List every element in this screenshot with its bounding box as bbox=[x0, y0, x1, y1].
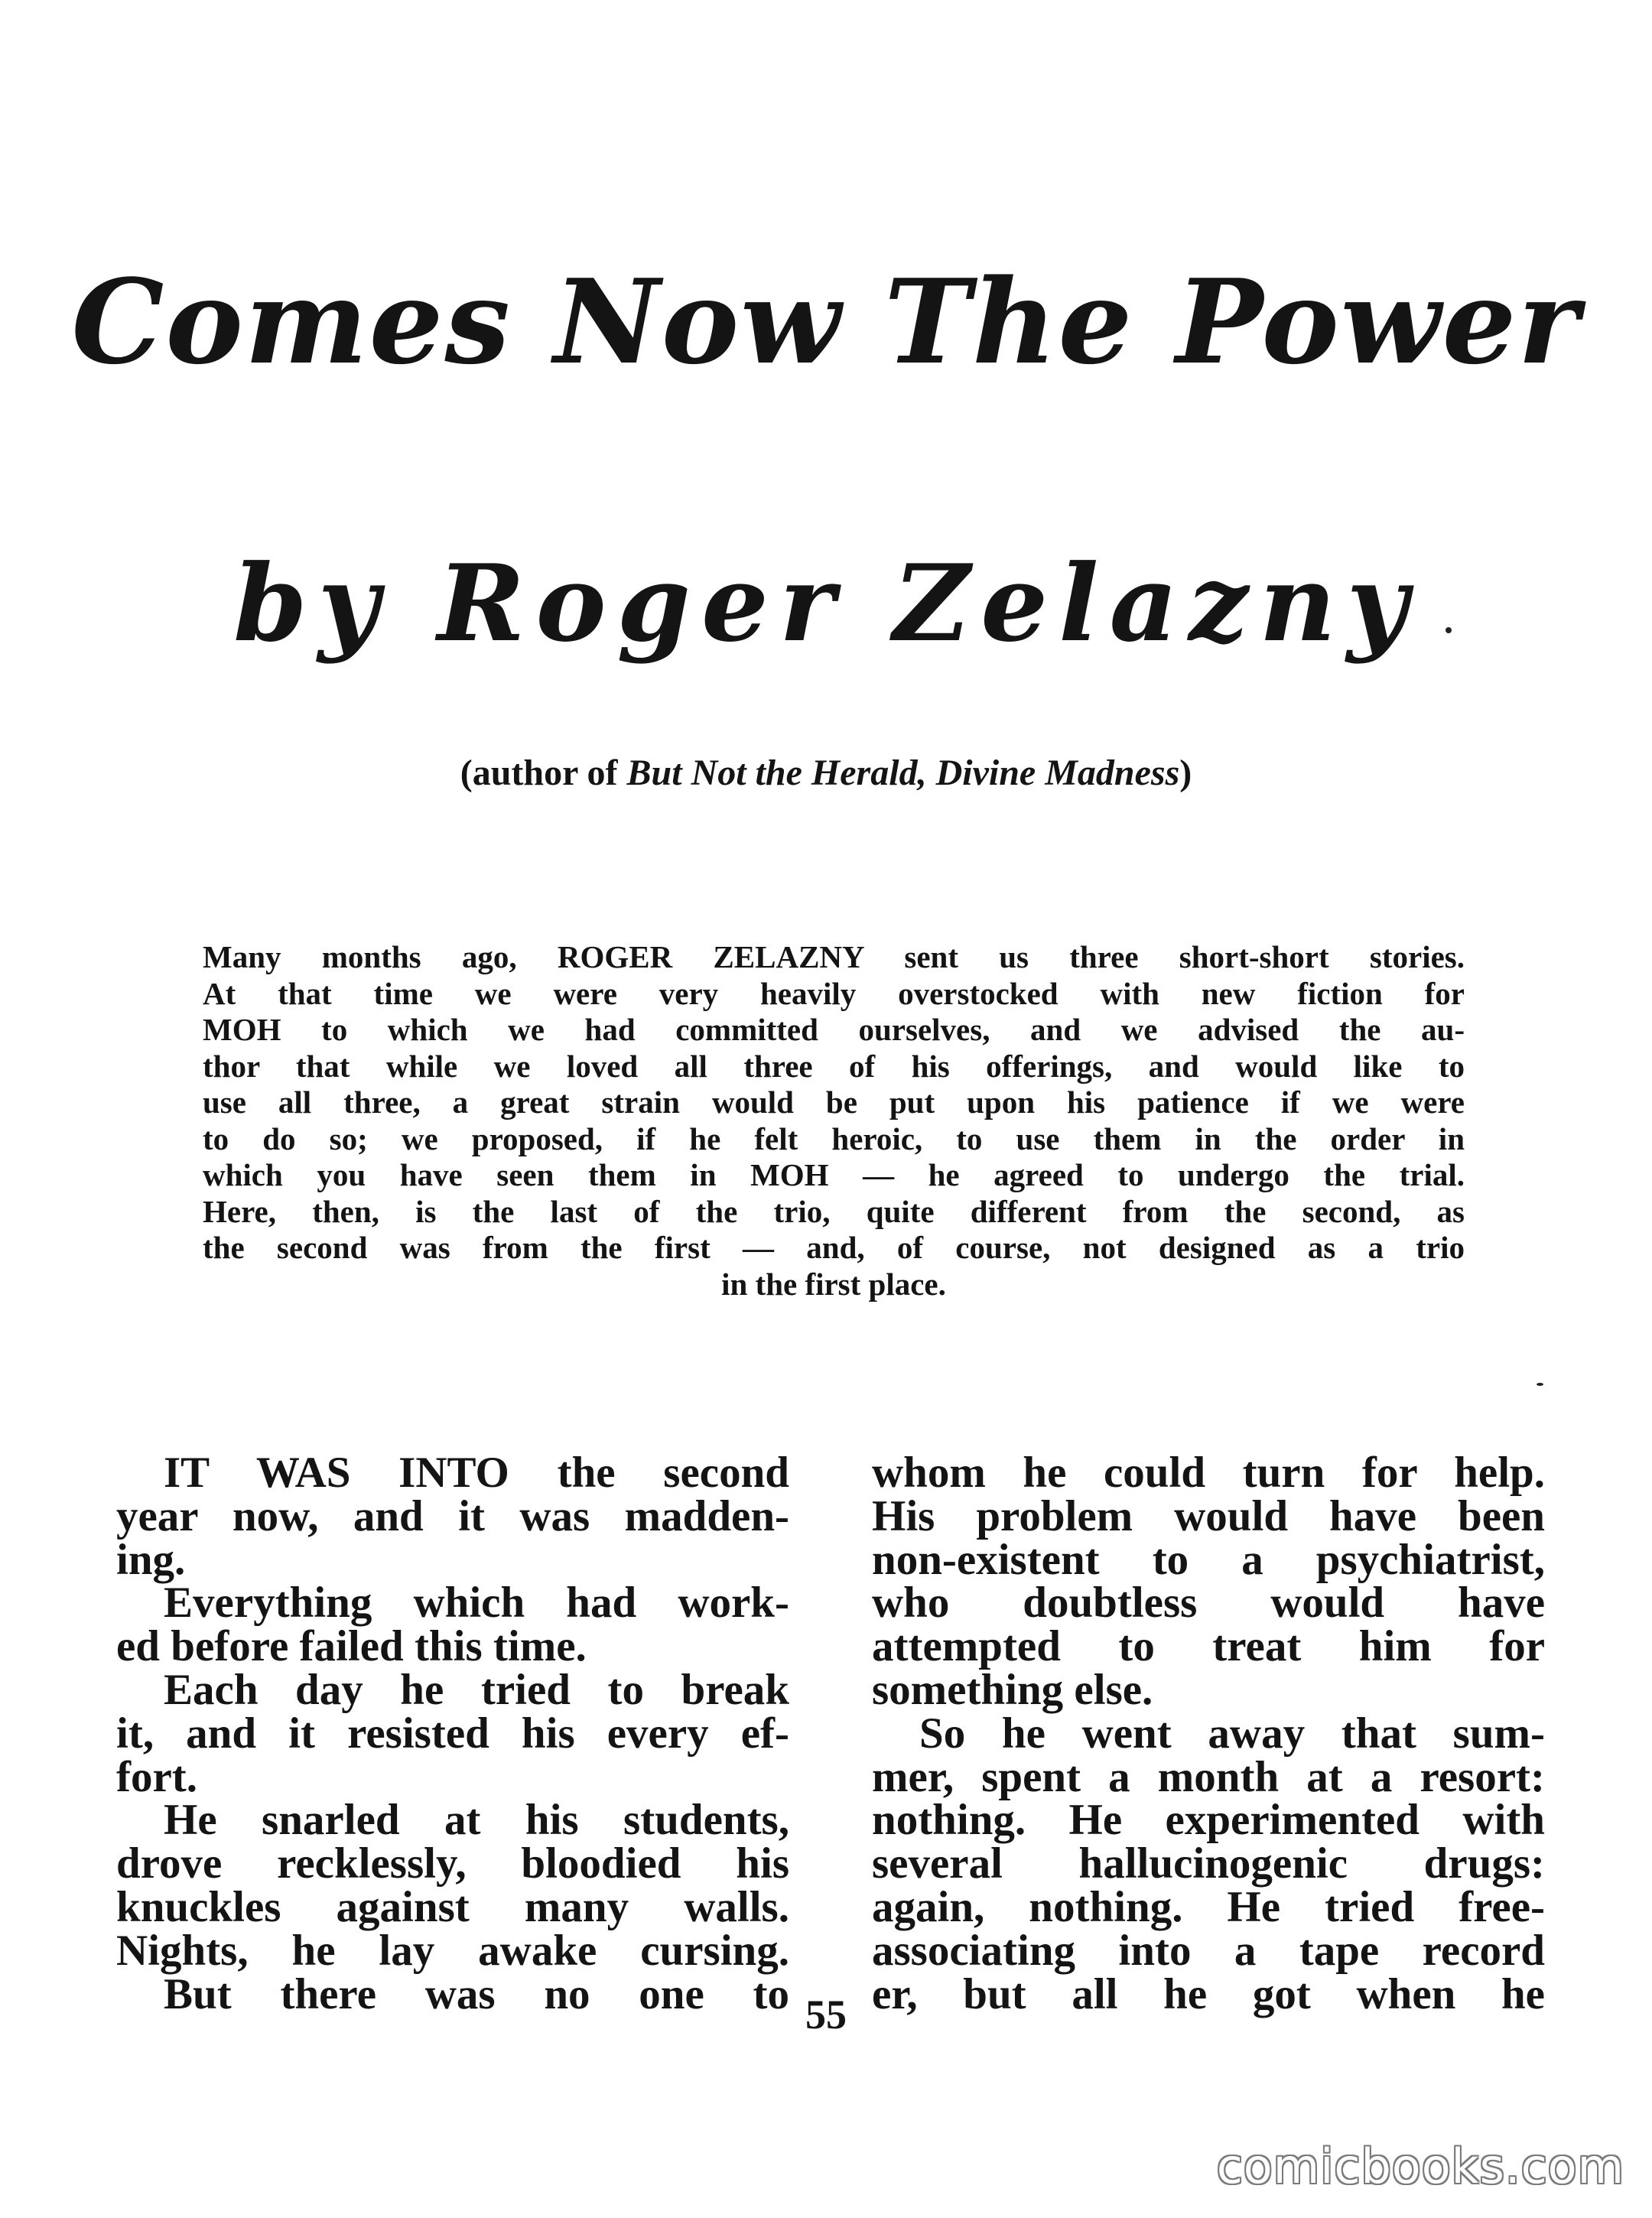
body-line: Each day he tried to break bbox=[164, 1665, 789, 1714]
print-speck bbox=[1537, 1383, 1543, 1386]
intro-line: use all three, a great strain would be put upon his patience if we were bbox=[203, 1085, 1465, 1120]
author-note-works: But Not the Herald, Divine Madness bbox=[626, 753, 1180, 793]
intro-line: Many months ago, ROGER ZELAZNY sent us three short-short stories. bbox=[203, 939, 1465, 974]
body-line: it, and it resisted his every ef- bbox=[116, 1709, 789, 1758]
body-line: His problem would have been bbox=[872, 1491, 1545, 1540]
story-column-left bbox=[116, 1449, 789, 2018]
body-line: He snarled at his students, bbox=[164, 1796, 789, 1845]
author-note-open: (author of bbox=[460, 753, 627, 793]
body-line: who doubtless would have bbox=[872, 1579, 1545, 1628]
body-line: again, nothing. He tried free- bbox=[872, 1882, 1545, 1931]
body-line: attempted to treat him for bbox=[872, 1622, 1545, 1671]
body-line: year now, and it was madden- bbox=[116, 1491, 789, 1540]
body-line: IT WAS INTO the second bbox=[164, 1449, 789, 1497]
body-line: So he went away that sum- bbox=[919, 1709, 1545, 1758]
body-line: Everything which had work- bbox=[164, 1579, 789, 1628]
body-line: fort. bbox=[116, 1752, 198, 1801]
body-line: non-existent to a psychiatrist, bbox=[872, 1535, 1545, 1584]
body-line: er, but all he got when he bbox=[872, 1969, 1545, 2018]
body-line: whom he could turn for help. bbox=[872, 1449, 1545, 1497]
body-line: associating into a tape record bbox=[872, 1926, 1545, 1975]
site-watermark: comicbooks.com bbox=[1216, 2138, 1624, 2194]
story-title: Comes Now The Power bbox=[71, 253, 1581, 390]
body-line: drove recklessly, bloodied his bbox=[116, 1839, 789, 1888]
intro-line: At that time we were very heavily overstocked with new fiction for bbox=[203, 975, 1465, 1011]
page-number: 55 bbox=[805, 1992, 847, 2038]
editorial-introduction bbox=[203, 939, 1465, 1303]
intro-line: in the first place. bbox=[721, 1266, 946, 1302]
intro-line: to do so; we proposed, if he felt heroic, to use them in the order in bbox=[203, 1120, 1465, 1156]
intro-line: the second was from the first — and, of course, not designed as a trio bbox=[203, 1230, 1465, 1265]
body-line: ed before failed this time. bbox=[116, 1622, 587, 1671]
body-line: nothing. He experimented with bbox=[872, 1796, 1545, 1845]
author-note-close: ) bbox=[1179, 753, 1192, 793]
author-note bbox=[0, 751, 1652, 795]
body-line: But there was no one to bbox=[164, 1969, 789, 2018]
body-line: ing. bbox=[116, 1535, 186, 1584]
body-line: mer, spent a month at a resort: bbox=[872, 1752, 1545, 1801]
author-byline: by Roger Zelazny bbox=[233, 541, 1419, 665]
body-line: Nights, he lay awake cursing. bbox=[116, 1926, 789, 1975]
story-column-right bbox=[872, 1449, 1545, 2018]
intro-line: which you have seen them in MOH — he agreed to undergo the trial. bbox=[203, 1157, 1465, 1192]
intro-line: thor that while we loved all three of his offerings, and would like to bbox=[203, 1048, 1465, 1084]
intro-line: Here, then, is the last of the trio, quite different from the second, as bbox=[203, 1193, 1465, 1229]
intro-line: MOH to which we had committed ourselves, and we advised the au- bbox=[203, 1012, 1465, 1047]
print-speck bbox=[1446, 627, 1452, 633]
body-line: knuckles against many walls. bbox=[116, 1882, 789, 1931]
body-line: several hallucinogenic drugs: bbox=[872, 1839, 1545, 1888]
body-line: something else. bbox=[872, 1665, 1153, 1714]
